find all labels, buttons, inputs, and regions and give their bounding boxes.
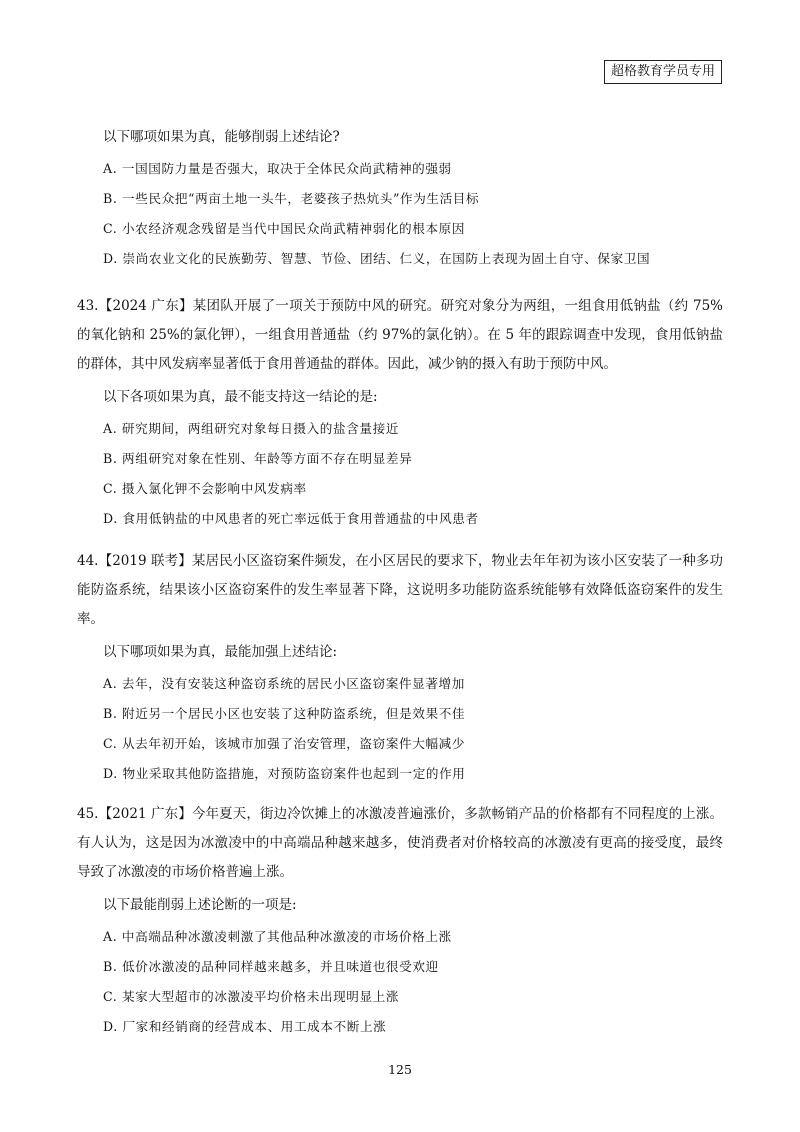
question-prompt: 以下哪项如果为真，最能加强上述结论: (103, 644, 338, 660)
option-b: B. 一些民众把“两亩土地一头牛，老婆孩子热炕头”作为生活目标 (103, 191, 480, 206)
option-b: B. 两组研究对象在性别、年龄等方面不存在明显差异 (103, 451, 413, 466)
question-44 (77, 547, 723, 784)
option-c: C. 摄入氯化钾不会影响中风发病率 (103, 481, 307, 496)
option-d: D. 崇尚农业文化的民族勤劳、智慧、节俭、团结、仁义，在国防上表现为固土自守、保家卫国 (103, 251, 651, 266)
option-d: D. 厂家和经销商的经营成本、用工成本不断上涨 (103, 1019, 387, 1034)
exclusive-label-badge: 超格教育学员专用 (604, 60, 722, 84)
option-c: C. 从去年初开始，该城市加强了治安管理，盗窃案件大幅减少 (103, 736, 466, 751)
option-a: A. 一国国防力量是否强大，取决于全体民众尚武精神的强弱 (103, 161, 452, 176)
question-prompt: 以下最能削弱上述论断的一项是: (103, 897, 297, 913)
option-d: D. 食用低钠盐的中风患者的死亡率远低于食用普通盐的中风患者 (103, 511, 479, 526)
page-number: 125 (388, 1062, 412, 1077)
question-stem: 44.【2019 联考】某居民小区盗窃案件频发，在小区居民的要求下，物业去年年初为该小区安装了一种多功能防盗系统，结果该小区盗窃案件的发生率显著下降，这说明多功能防盗系统能够有效降低盗窃案件的发生率。 (77, 553, 723, 627)
option-a: A. 中高端品种冰激凌刺激了其他品种冰激凌的市场价格上涨 (103, 929, 452, 944)
question-prompt: 以下各项如果为真，最不能支持这一结论的是: (103, 389, 378, 405)
question-prompt: 以下哪项如果为真，能够削弱上述结论? (103, 129, 340, 145)
option-b: B. 附近另一个居民小区也安装了这种防盗系统，但是效果不佳 (103, 706, 466, 721)
option-c: C. 小农经济观念残留是当代中国民众尚武精神弱化的根本原因 (103, 221, 466, 236)
question-43 (77, 292, 723, 529)
question-42-tail (103, 127, 723, 269)
question-45 (77, 800, 723, 1037)
option-b: B. 低价冰激凌的品种同样越来越多，并且味道也很受欢迎 (103, 959, 439, 974)
option-a: A. 去年，没有安装这种盗窃系统的居民小区盗窃案件显著增加 (103, 676, 465, 691)
question-stem: 43.【2024 广东】某团队开展了一项关于预防中风的研究。研究对象分为两组，一组食用低钠盐（约 75%的氧化钠和 25%的氯化钾），一组食用普通盐（约 97%的氯化钠）。在 5 年的跟踪调查中发现，食用低钠盐的群体，其中风发病率显著低于食用普通盐的群体。因此，减少钠的摄入有助于预防中风。 (77, 298, 723, 372)
question-stem: 45.【2021 广东】今年夏天，街边冷饮摊上的冰激凌普遍涨价，多款畅销产品的价格都有不同程度的上涨。有人认为，这是因为冰激凌中的中高端品种越来越多，使消费者对价格较高的冰激凌有更高的接受度，最终导致了冰激凌的市场价格普遍上涨。 (77, 806, 723, 880)
option-c: C. 某家大型超市的冰激凌平均价格未出现明显上涨 (103, 989, 400, 1004)
option-a: A. 研究期间，两组研究对象每日摄入的盐含量接近 (103, 421, 399, 436)
option-d: D. 物业采取其他防盗措施，对预防盗窃案件也起到一定的作用 (103, 766, 466, 781)
